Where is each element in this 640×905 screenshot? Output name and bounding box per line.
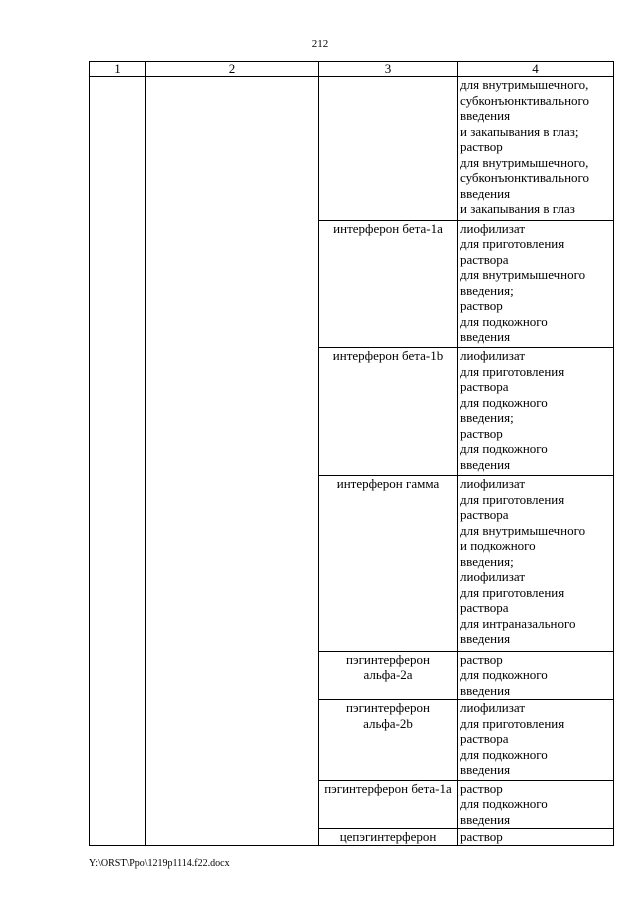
footer-file-path: Y:\ORST\Ppo\1219p1114.f22.docx <box>89 858 230 869</box>
drug-name-cell: пэгинтерферон альфа-2b <box>319 700 458 780</box>
drug-name-cell: цепэгинтерферон <box>319 829 458 846</box>
header-col-2: 2 <box>146 62 319 77</box>
drug-table <box>89 61 614 846</box>
dosage-form-cell: для внутримышечного, субконъюнктивального введения и закапывания в глаз; раствор для внутримышечного, субконъюнктивального введения и закапывания в глаз <box>458 77 614 221</box>
dosage-form-cell: лиофилизат для приготовления раствора для внутримышечного и подкожного введения; лиофилизат для приготовления раствора для интраназального введения <box>458 476 614 651</box>
header-col-3: 3 <box>319 62 458 77</box>
drug-name-cell: пэгинтерферон бета-1a <box>319 780 458 829</box>
drug-name-cell: интерферон бета-1a <box>319 220 458 348</box>
header-col-1: 1 <box>90 62 146 77</box>
page-number: 212 <box>311 38 329 50</box>
dosage-form-cell: раствор для подкожного введения <box>458 780 614 829</box>
drug-name-cell: интерферон бета-1b <box>319 348 458 476</box>
dosage-form-cell: раствор <box>458 829 614 846</box>
dosage-form-cell: лиофилизат для приготовления раствора для подкожного введения <box>458 700 614 780</box>
drug-table-container <box>89 61 613 845</box>
drug-name-cell: пэгинтерферон альфа-2a <box>319 651 458 700</box>
drug-name-cell: интерферон гамма <box>319 476 458 651</box>
col1-cell <box>90 77 146 846</box>
dosage-form-cell: лиофилизат для приготовления раствора для подкожного введения; раствор для подкожного введения <box>458 348 614 476</box>
table-row <box>90 77 614 221</box>
drug-name-cell <box>319 77 458 221</box>
header-row <box>90 62 614 77</box>
col2-cell <box>146 77 319 846</box>
header-col-4: 4 <box>458 62 614 77</box>
dosage-form-cell: лиофилизат для приготовления раствора для внутримышечного введения; раствор для подкожного введения <box>458 220 614 348</box>
dosage-form-cell: раствор для подкожного введения <box>458 651 614 700</box>
